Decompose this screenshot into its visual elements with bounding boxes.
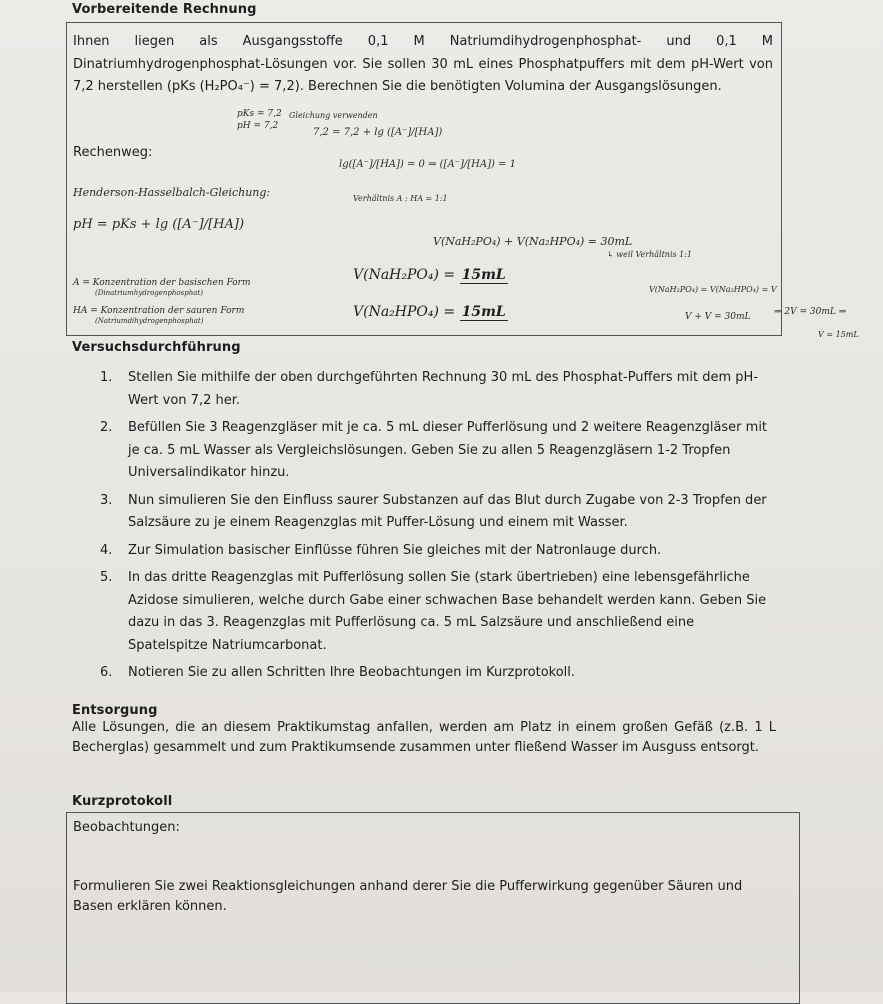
handwritten-equal-v: V(NaH₂PO₄) = V(Na₂HPO₄) = V [649,285,777,294]
formula-na2hpo4-answer[interactable]: 15mL [461,304,506,320]
rechenweg-label: Rechenweg: [73,145,153,160]
prep-box [66,22,782,336]
handwritten-hh-title: Henderson-Hasselbalch-Gleichung: [73,186,271,199]
section-title-versuch: Versuchsdurchführung [72,340,241,355]
formula-nah2po4 [353,267,508,284]
formula-nah2po4-label: V(NaH₂PO₄) = [353,267,456,283]
beobachtungen-label: Beobachtungen: [73,820,180,835]
handwritten-a-def: A = Konzentration der basischen Form [73,278,251,288]
formula-nah2po4-answer[interactable]: 15mL [461,267,506,283]
section-title-kurzprotokoll: Kurzprotokoll [72,794,173,809]
handwritten-two-v: ⇒ 2V = 30mL ⇒ [774,307,847,317]
kurzprotokoll-task: Formulieren Sie zwei Reaktionsgleichungen anhand derer Sie die Pufferwirkung gegenüber Säuren und Basen erklären können. [73,879,743,914]
handwritten-ha-def-sub: (Natriumdihydrogenphosphat) [95,317,204,325]
handwritten-weil-note: ↳ weil Verhältnis 1:1 [607,250,693,259]
handwritten-ph: pH = 7,2 [237,121,279,131]
handwritten-eq1: 7,2 = 7,2 + lg ([A⁻]/[HA]) [313,127,443,138]
handwritten-verhaeltnis: Verhältnis A : HA = 1:1 [353,194,448,203]
handwritten-arrow-note: Gleichung verwenden [289,111,378,120]
formula-na2hpo4 [353,304,508,321]
section-title-prep: Vorbereitende Rechnung [72,2,257,17]
procedure-step: 3. Nun simulieren Sie den Einfluss saurer Substanzen auf das Blut durch Zugabe von 2-3 Tropfen der Salzsäure zu je einem Reagenzglas mit Puffer-Lösung und einem mit Wasser. [100,492,767,530]
section-title-entsorgung: Entsorgung [72,703,158,718]
procedure-step: 2. Befüllen Sie 3 Reagenzgläser mit je ca. 5 mL dieser Pufferlösung und 2 weitere Reagenzgläser mit je ca. 5 mL Wasser als Vergleichslösungen. Geben Sie zu allen 5 Reagenzgläsern 1-2 Tropfen Universalindikator hinzu. [100,420,768,480]
handwritten-hh-formula: pH = pKs + lg ([A⁻]/[HA]) [73,217,245,232]
procedure-step: 1. Stellen Sie mithilfe der oben durchgeführten Rechnung 30 mL des Phosphat-Puffers mit dem pH-Wert von 7,2 her. [100,370,759,408]
handwritten-a-def-sub: (Dinatriumhydrogenphosphat) [95,289,203,297]
procedure-step: 6. Notieren Sie zu allen Schritten Ihre Beobachtungen im Kurzprotokoll. [100,665,576,680]
handwritten-ha-def: HA = Konzentration der sauren Form [73,306,245,316]
procedure-step: 4. Zur Simulation basischer Einflüsse führen Sie gleiches mit der Natronlauge durch. [100,542,662,558]
formula-na2hpo4-label: V(Na₂HPO₄) = [353,304,456,320]
handwritten-sum-eq: V(NaH₂PO₄) + V(Na₂HPO₄) = 30mL [433,235,633,248]
entsorgung-text: Alle Lösungen, die an diesem Praktikumstag anfallen, werden am Platz in einem großen Gefäß (z.B. 1 L Becherglas) gesammelt und zum Praktikumsende zusammen unter fließend Wasser im Ausguss entsorgt. [72,720,776,755]
prep-intro: Ihnen liegen als Ausgangsstoffe 0,1 M Natriumdihydrogenphosphat- und 0,1 M Dinatriumhydrogenphosphat-Lösungen vor. Sie sollen 30 mL eines Phosphatpuffers mit dem pH-Wert von 7,2 herstellen (pKs (H₂PO₄⁻) = 7,2). Berechnen Sie die benötigten Volumina der Ausgangslösungen. [73,34,773,94]
procedure-step: 5. In das dritte Reagenzglas mit Pufferlösung sollen Sie (stark übertrieben) eine lebensgefährliche Azidose simulieren, welche durch Gabe einer schwachen Base behandelt werden kann. Geben Sie dazu in das 3. Reagenzglas mit Pufferlösung ca. 5 mL Salzsäure und anschließend eine Spatelspitze Natriumcarbonat. [100,570,767,653]
handwritten-eq2: lg([A⁻]/[HA]) = 0 ⇒ ([A⁻]/[HA]) = 1 [339,159,516,170]
handwritten-sum-v: V + V = 30mL [685,312,751,322]
handwritten-v-result: V = 15mL [818,330,859,339]
procedure-steps [72,367,772,690]
kurzprotokoll-box[interactable] [66,812,800,1004]
handwritten-pks: pKs = 7,2 [237,109,282,119]
